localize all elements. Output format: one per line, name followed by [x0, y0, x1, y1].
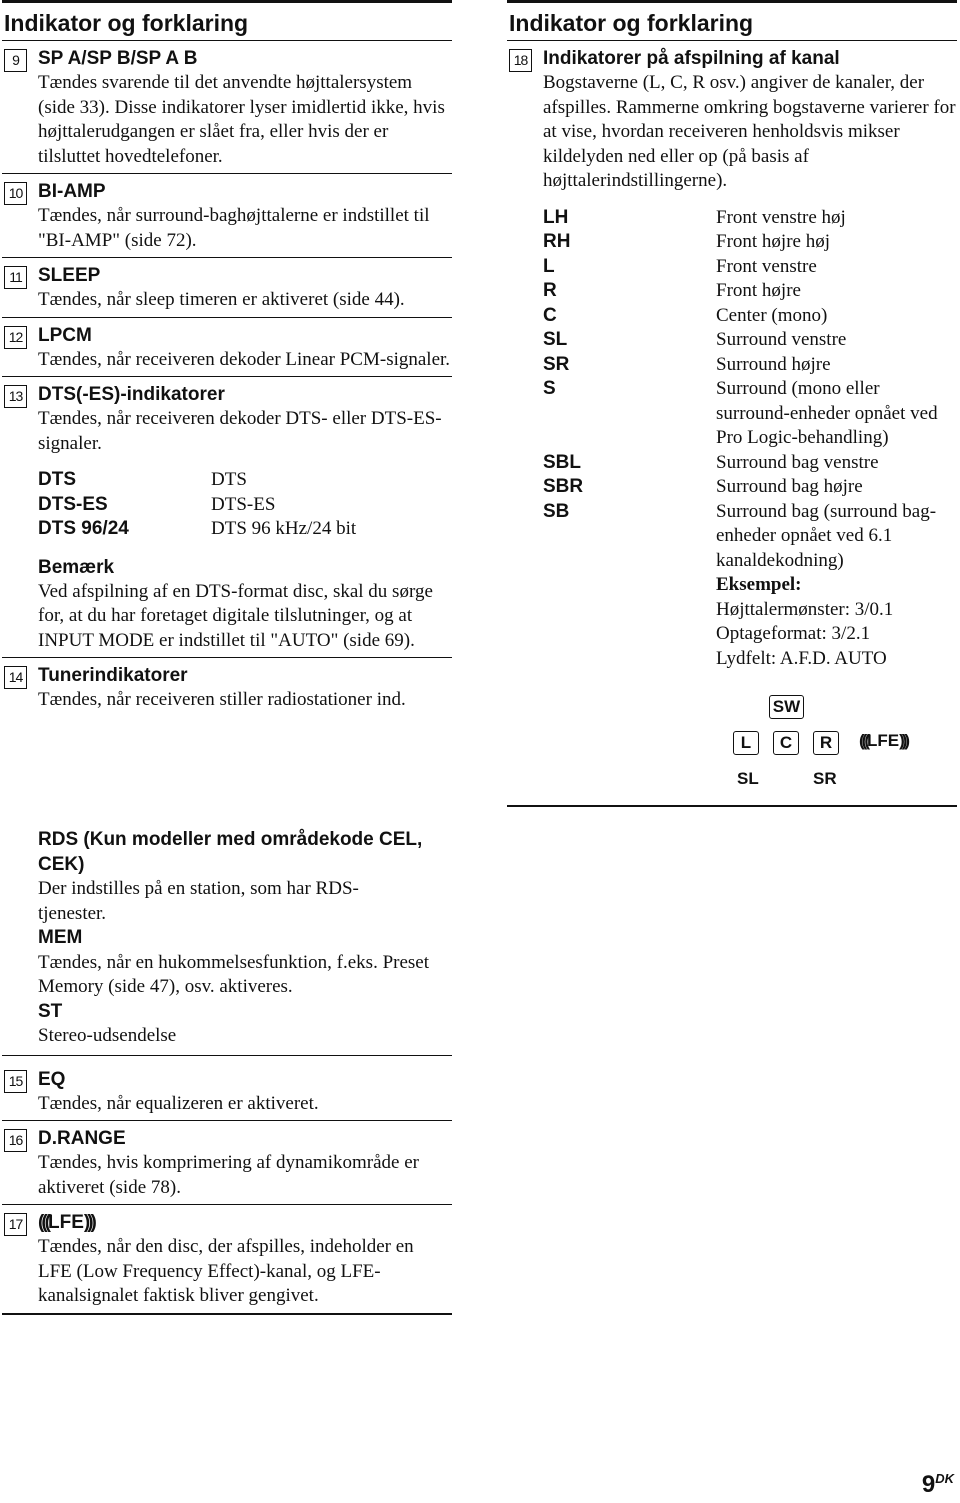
tuner-sub-title: MEM [38, 927, 83, 948]
item-number: 10 [4, 182, 27, 205]
item-number: 17 [4, 1213, 27, 1236]
note-title: Bemærk [38, 556, 115, 578]
l-indicator: L [733, 731, 759, 755]
item-title: D.RANGE [38, 1128, 126, 1149]
right-column [507, 0, 957, 807]
item-10 [2, 174, 452, 258]
channel-key: SBR [543, 476, 584, 497]
channel-key: SR [543, 353, 570, 375]
channel-value: Center (mono) [716, 304, 828, 326]
c-indicator: C [773, 731, 799, 755]
page-suffix: DK [935, 1471, 954, 1486]
channel-value: Front højre [716, 280, 801, 301]
channel-value: Surround bag (surround bag-enheder opnået ved 6.1 kanaldekodning) [716, 500, 937, 571]
channel-key: R [543, 280, 557, 301]
item-title: LPCM [38, 324, 92, 346]
item-18 [507, 41, 957, 807]
item-number: 14 [4, 666, 27, 689]
channel-value: Surround bag højre [716, 476, 863, 497]
item-text: Bogstaverne (L, C, R osv.) angiver de kanaler, der afspilles. Rammerne omkring bogstaverne varierer for at vise, hvordan receiveren henholdsvis mikser kildelyden ned eller op (på basis af højttalerindstillingerne). [543, 72, 956, 191]
item-text: Tændes, når surround-baghøjttalerne er indstillet til "BI-AMP" (side 72). [38, 205, 430, 251]
dts-key: DTS-ES [38, 493, 108, 515]
tuner-subitems [2, 828, 452, 1056]
lfe-display-indicator: (((LFE))) [859, 731, 908, 750]
item-16 [2, 1121, 452, 1205]
channel-display-diagram [543, 681, 957, 791]
item-text: Tændes, når receiveren dekoder DTS- eller DTS-ES-signaler. [38, 408, 442, 454]
item-title: Tunerindikatorer [38, 665, 188, 686]
item-number: 11 [4, 266, 27, 289]
channel-value: Surround venstre [716, 329, 847, 350]
channel-value: Front venstre [716, 255, 817, 277]
item-13 [2, 377, 452, 658]
section-header: Indikator og forklaring [507, 0, 957, 41]
left-column [2, 0, 452, 717]
item-title: BI-AMP [38, 181, 106, 202]
item-11 [2, 258, 452, 318]
example-title: Eksempel: [716, 574, 802, 595]
left-column-lower [2, 828, 452, 1315]
item-12 [2, 318, 452, 378]
r-indicator: R [813, 731, 839, 755]
channel-key: SL [543, 329, 568, 350]
channel-key: LH [543, 206, 569, 228]
item-text: Tændes, hvis komprimering af dynamikområde er aktiveret (side 78). [38, 1152, 419, 1198]
item-text: Tændes, når den disc, der afspilles, indeholder en LFE (Low Frequency Effect)-kanal, og LFE-kanalsignalet faktisk bliver gengivet. [38, 1236, 414, 1306]
dts-key: DTS 96/24 [38, 518, 129, 539]
lfe-indicator: (((LFE))) [38, 1212, 94, 1233]
item-text: Tændes, når equalizeren er aktiveret. [38, 1092, 319, 1114]
dts-value: DTS [211, 469, 247, 490]
channel-value: Surround højre [716, 353, 831, 375]
channel-key: SBL [543, 451, 581, 473]
item-text: Tændes, når receiveren stiller radiostationer ind. [38, 689, 406, 710]
channel-value: Surround (mono eller surround-enheder opnået ved Pro Logic-behandling) [716, 378, 938, 448]
dts-table [38, 468, 452, 542]
channel-key: C [543, 304, 557, 326]
dts-key: DTS [38, 469, 76, 490]
item-15 [2, 1056, 452, 1122]
tuner-sub-text: Stereo-udsendelse [38, 1025, 177, 1046]
channel-key: RH [543, 231, 571, 252]
item-title: DTS(-ES)-indikatorer [38, 384, 225, 405]
channel-key: S [543, 378, 556, 399]
channel-value: Surround bag venstre [716, 451, 879, 473]
example-line: Højttalermønster: 3/0.1 [716, 598, 894, 620]
dts-value: DTS 96 kHz/24 bit [211, 518, 357, 539]
item-number: 16 [4, 1129, 27, 1152]
example-block [716, 573, 957, 671]
item-text: Tændes, når sleep timeren er aktiveret (side 44). [38, 289, 405, 310]
channel-key: SB [543, 500, 570, 522]
tuner-sub-title: ST [38, 1000, 63, 1022]
item-title: SP A/SP B/SP A B [38, 48, 198, 69]
channel-table [543, 206, 957, 672]
tuner-sub-text: Der indstilles på en station, som har RDS-tjenester. [38, 878, 359, 924]
item-title: EQ [38, 1068, 66, 1090]
sw-indicator: SW [769, 695, 804, 719]
sr-indicator: SR [813, 769, 837, 788]
channel-key: L [543, 255, 555, 277]
page-number [922, 1471, 954, 1499]
item-number: 12 [4, 326, 27, 349]
lfe-label: LFE [47, 1212, 84, 1233]
example-line: Lydfelt: A.F.D. AUTO [716, 647, 887, 669]
lfe-label: LFE [866, 731, 900, 750]
note-text: Ved afspilning af en DTS-format disc, skal du sørge for, at du har foretaget digitale tilslutninger, og at INPUT MODE er indstillet til "AUTO" (side 69). [38, 580, 433, 651]
page-number-value: 9 [921, 1471, 936, 1498]
item-14 [2, 658, 452, 717]
channel-value: Front højre høj [716, 231, 830, 252]
tuner-sub-title: RDS (Kun modeller med områdekode CEL, CEK) [38, 829, 423, 875]
sl-indicator: SL [737, 769, 759, 788]
channel-value: Front venstre høj [716, 206, 846, 228]
tuner-sub-text: Tændes, når en hukommelsesfunktion, f.eks. Preset Memory (side 47), osv. aktiveres. [38, 951, 430, 997]
item-number: 15 [4, 1070, 27, 1093]
item-text: Tændes, når receiveren dekoder Linear PCM-signaler. [38, 348, 451, 370]
item-text: Tændes svarende til det anvendte højttalersystem (side 33). Disse indikatorer lyser imidlertid ikke, hvis højttalerudgangen er slået fra, eller hvis der er tilsluttet hovedtelefoner. [38, 72, 445, 167]
item-title: Indikatorer på afspilning af kanal [543, 48, 840, 69]
item-17 [2, 1205, 452, 1315]
item-9 [2, 41, 452, 174]
item-title: SLEEP [38, 265, 101, 286]
item-number: 13 [4, 385, 27, 408]
example-line: Optageformat: 3/2.1 [716, 623, 871, 644]
section-header: Indikator og forklaring [2, 0, 452, 41]
item-number: 9 [4, 49, 27, 72]
dts-value: DTS-ES [211, 493, 276, 515]
item-number: 18 [509, 49, 532, 72]
